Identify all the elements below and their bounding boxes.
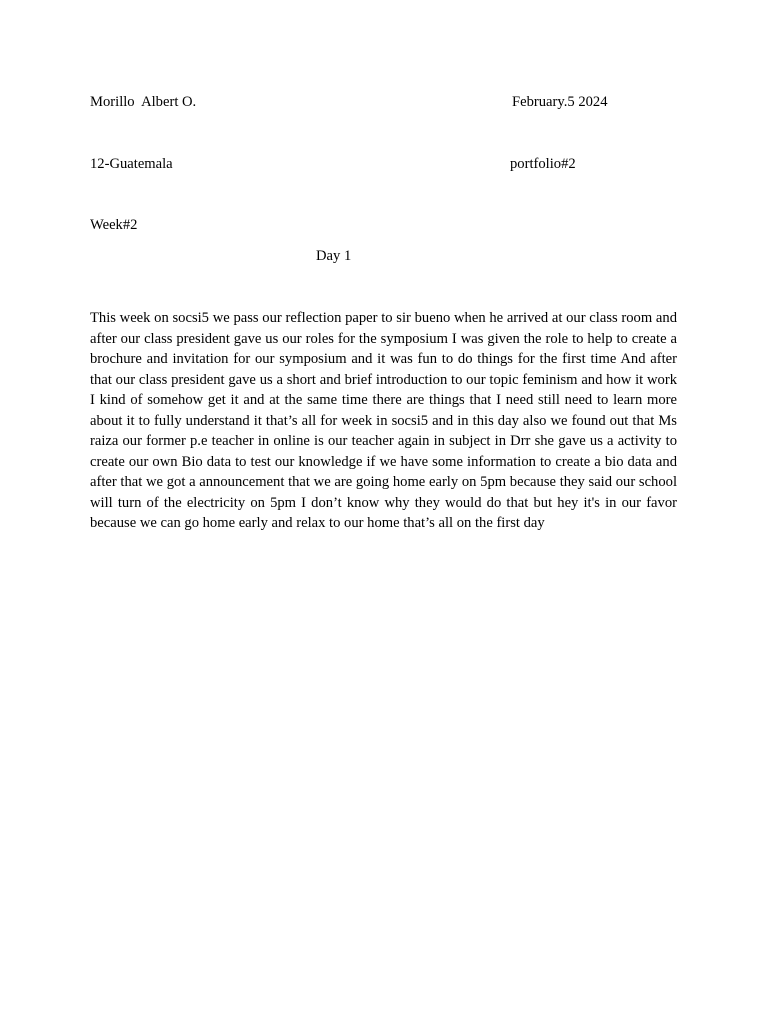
- week-label: Week#2: [90, 217, 138, 233]
- student-name: Morillo Albert O.: [90, 94, 197, 110]
- day-heading: Day 1: [316, 248, 352, 264]
- body-paragraph: This week on socsi5 we pass our reflection paper to sir bueno when he arrived at our class room and after our class president gave us our roles for the symposium I was given the role to help to create a brochure and invitation for our symposium and it was fun to do things for the first time And after that our class president gave us a short and brief introduction to our topic feminism and how it work I kind of somehow get it and at the same time there are things that I need still need to learn more about it to fully understand it that’s all for week in socsi5 and in this day also we found out that Ms raiza our former p.e teacher in online is our teacher again in subject in Drr she gave us a activity to create our own Bio data to test our knowledge if we have some information to create a bio data and after that we got a announcement that we are going home early on 5pm because they said our school will turn of the electricity on 5pm I don’t know why they would do that but hey it's in our favor because we can go home early and relax to our home that’s all on the first day: [90, 310, 677, 531]
- class-section: 12-Guatemala: [90, 156, 173, 172]
- body-text: [90, 308, 677, 534]
- portfolio-number: portfolio#2: [510, 156, 576, 172]
- document-date: February.5 2024: [512, 94, 608, 110]
